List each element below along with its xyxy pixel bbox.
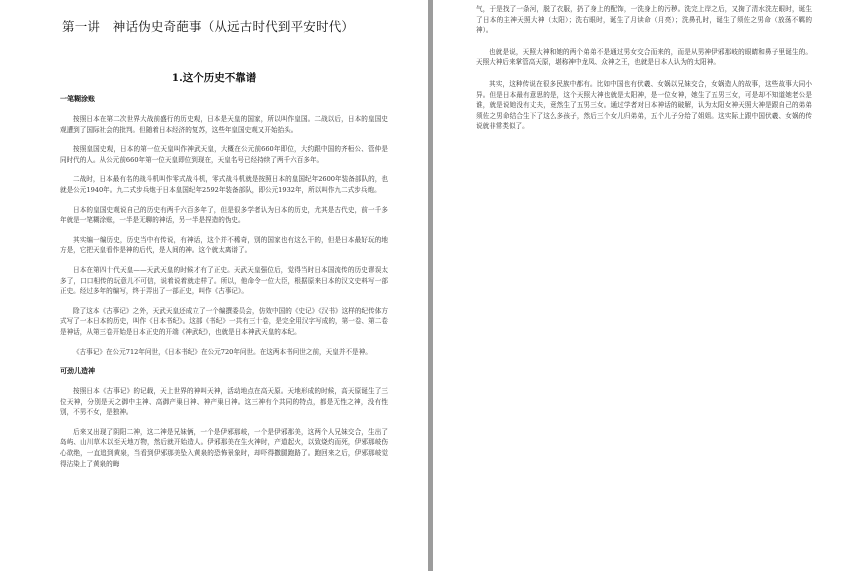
right-body-text xyxy=(476,4,812,143)
paragraph: 其实，这种传说在很多民族中都有。比如中国也有伏羲、女娲以兄妹交合，女娲造人的故事，这些故事大同小异。但是日本最有意思的是，这个天照大神也就是太阳神，是一位女神，她生了五男三女，可是却不知道她老公是谁，就是说她没有丈夫，竟然生了五男三女。通过学者对日本神话的破解，认为太阳女神天照大神是跟自己的弟弟须佐之男命结合生下了这么多孩子，然后三个女儿归弟弟，五个儿子分给了姐姐。这实际上跟中国伏羲、女娲的传说就非常类似了。 xyxy=(476,79,812,131)
left-document-page xyxy=(0,0,428,571)
right-document-page xyxy=(433,0,860,571)
paragraph: 其实编一编历史，历史当中有传说，有神话，这个并不稀奇，别的国家也有这么干的，但是日本最好玩的地方是，它把天皇看作是神的后代，是人间的神。这个就太离谱了。 xyxy=(60,235,388,255)
paragraph: 《古事记》在公元712年问世，《日本书纪》在公元720年问世。在这两本书问世之前，天皇并不是神。 xyxy=(73,347,372,356)
paragraph: 后来又出现了阴阳二神，这二神是兄妹俩，一个是伊邪那岐，一个是伊邪那美，这两个人兄妹交合，生出了岛屿、山川草木以至天地万物，然后就开始造人。伊邪那美在生火神时，产道起火，以致烧灼而死，伊邪那岐伤心欲绝，一直追到黄泉，当看到伊邪那美坠入黄泉的恐怖景象时，却吓得撒腿跑路了。跑回来之后，伊邪那岐觉得沾染上了黄泉的晦 xyxy=(60,427,388,468)
paragraph: 按照皇国史观，日本的第一位天皇叫作神武天皇，大概在公元前660年即位，大约跟中国的齐桓公、管仲是同时代的人。从公元前660年第一位天皇即位到现在，天皇名号已经持续了两千六百多年。 xyxy=(60,145,388,164)
left-body-text xyxy=(60,94,388,478)
paragraph: 日本在第四十代天皇——天武天皇的时候才有了正史。天武天皇强位后，觉得当时日本国流传的历史谬误太多了，口口相传的玩意儿不可信，说着说着就走样了。所以，他命令一位大臣，根据原来日本的汉文史料写一部正史。经过多年的编写，终于弄出了一部正史，叫作《古事记》。 xyxy=(60,265,388,296)
subheading-1: 一笔糊涂账 xyxy=(60,94,95,103)
paragraph: 也就是说，天照大神和她的两个弟弟不是通过男女交合而来的，而是从男神伊邪那岐的眼睛和鼻子里诞生的。天照大神后来掌管高天原，堪称神中龙凤、众神之王，也就是日本人认为的太阳神。 xyxy=(476,47,812,67)
section-title: 1.这个历史不靠谱 xyxy=(171,72,257,84)
paragraph: 二战时，日本最有名的战斗机叫作零式战斗机，零式战斗机就是按照日本的皇国纪年2600年装备部队的，也就是公元1940年。九二式步兵炮于日本皇国纪年2592年装备部队，即公元1932年，所以叫作九二式步兵炮。 xyxy=(60,175,388,194)
paragraph: 按照日本在第二次世界大战前盛行的历史观，日本是天皇的国家，所以叫作皇国。二战以后，日本的皇国史观遭到了国际社会的批判。但随着日本经济的复苏，这些年皇国史观又开始抬头。 xyxy=(60,115,388,134)
subheading-2: 可劲儿造神 xyxy=(60,366,95,376)
paragraph: 气，于是找了一条河，脱了衣服，扔了身上的配饰，一洗身上的污秽。洗完上岸之后，又掬了清水洗左眼时，诞生了日本的主神天照大神（太阳）；洗右眼时，诞生了月读命（月亮）；洗鼻孔时，诞生了须佐之男命（放荡不羁的神）。 xyxy=(476,5,812,35)
paragraph: 日本的皇国史观说自己的历史有两千六百多年了，但是很多学者认为日本的历史，尤其是古代史，前一千多年就是一笔糊涂账，一半是无聊的神话，另一半是捏造的伪史。 xyxy=(60,205,388,225)
paragraph: 按照日本《古事记》的记载，天上世界的神叫天神，活动地点在高天原。天地形成的时候，高天原诞生了三位天神，分别是天之御中主神、高御产巢日神、神产巢日神。这三神有个共同的特点，都是无性之神，没有性别，不男不女，是独神。 xyxy=(60,387,388,417)
chapter-title: 第一讲 神话伪史奇葩事（从远古时代到平安时代） xyxy=(62,19,355,34)
paragraph: 除了这本《古事记》之外，天武天皇还成立了一个编撰委员会，仿效中国的《史记》《汉书》这样的纪传体方式写了一本日本的历史，叫作《日本书纪》。这部《书纪》一共有三十卷，是完全用汉字写成的，第一卷、第二卷是神话，从第三卷开始是日本正史的开端《神武纪》，也就是日本神武天皇的本纪。 xyxy=(60,306,388,336)
